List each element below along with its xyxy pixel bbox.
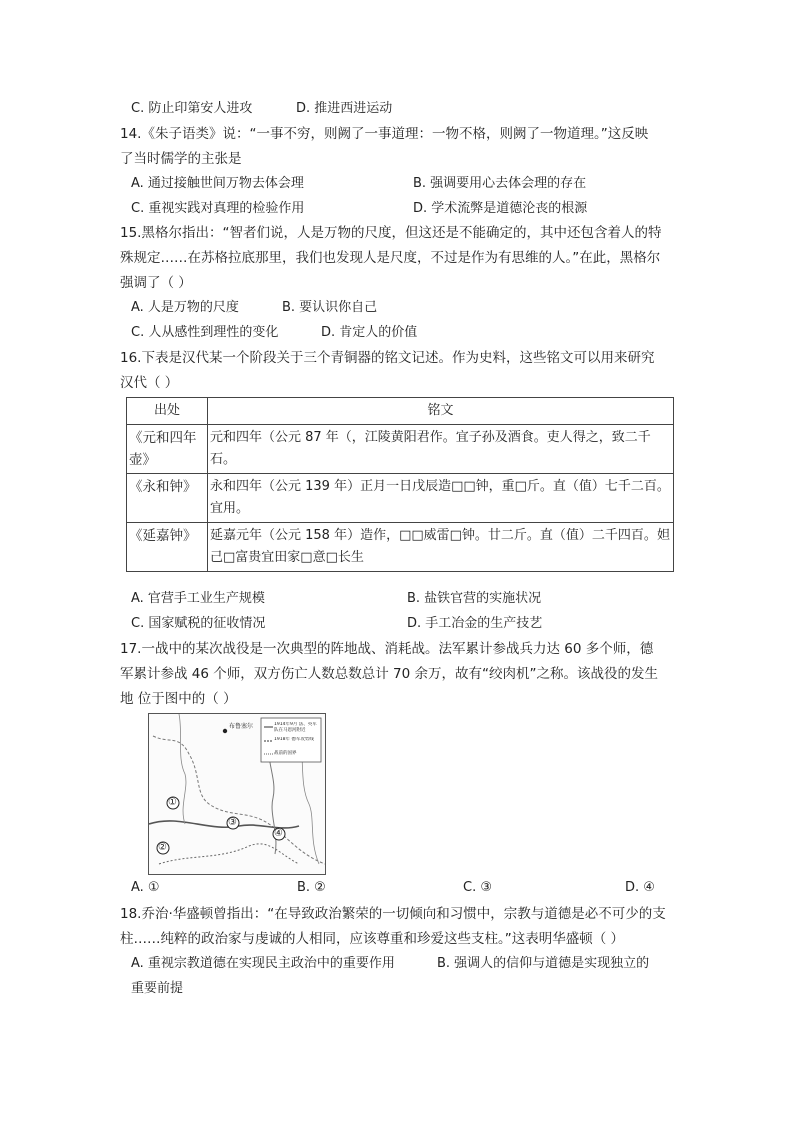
table-cell-source: 《元和四年壶》 [127, 425, 208, 474]
table-row [127, 523, 674, 572]
q17-stem-line2: 军累计参战 46 个师，双方伤亡人数总数总计 70 余万，故有“绞肉机”之称。该战役的发生 [120, 666, 659, 682]
q17-option-a: A. ① [131, 880, 160, 895]
table-header-row [127, 398, 674, 425]
inscription-table [126, 397, 674, 572]
q16-option-b: B. 盐铁官营的实施状况 [407, 591, 542, 606]
q17-stem-line1: 17.一战中的某次战役是一次典型的阵地战、消耗战。法军累计参战兵力达 60 多个师，德 [120, 641, 654, 657]
q15-option-a: A. 人是万物的尺度 [131, 300, 239, 315]
q16-option-a: A. 官营手工业生产规模 [131, 591, 265, 606]
map-marker-3: ③ [228, 817, 237, 828]
q15-option-d: D. 肯定人的价值 [321, 325, 418, 340]
q13-option-c: C. 防止印第安人进攻 [131, 101, 253, 116]
q13-option-d: D. 推进西进运动 [296, 101, 393, 116]
q15-stem-line2: 殊规定……在苏格拉底那里，我们也发现人是尺度，不过是作为有思维的人。”在此，黑格尔 [120, 250, 661, 266]
table-header-source: 出处 [127, 398, 208, 425]
q15-stem-line3: 强调了（ ） [120, 275, 192, 291]
table-row [127, 474, 674, 523]
table-header-inscription: 铭文 [208, 398, 674, 425]
q14-option-a: A. 通过接触世间万物去体会理 [131, 176, 304, 191]
q16-option-d: D. 手工冶金的生产技艺 [407, 616, 543, 631]
map-legend-item: 1918年 德军攻势线 [274, 737, 314, 742]
q14-option-d: D. 学术流弊是道德沦丧的根源 [413, 201, 588, 216]
western-front-map [148, 713, 326, 875]
table-cell-inscription: 永和四年（公元 139 年）正月一日戊辰造□□钟，重□斤。直（值）七千二百。宜用。 [208, 474, 674, 523]
q14-stem-line2: 了当时儒学的主张是 [120, 151, 242, 167]
map-marker-1: ① [168, 797, 177, 808]
q18-option-a: A. 重视宗教道德在实现民主政治中的重要作用 [131, 956, 395, 971]
table-cell-inscription: 延嘉元年（公元 158 年）造作，□□威雷□钟。廿二斤。直（值）二千四百。妲己□富贵宜田家□意□长生 [208, 523, 674, 572]
q14-stem-line1: 14.《朱子语类》说：“一事不穷，则阙了一事道理：一物不格，则阙了一物道理。”这反映 [120, 126, 649, 142]
table-cell-inscription: 元和四年（公元 87 年（，江陵黄阳君作。宜子孙及酒食。吏人得之，致二千石。 [208, 425, 674, 474]
map-marker-2: ② [158, 842, 167, 853]
q14-option-b: B. 强调要用心去体会理的存在 [413, 176, 587, 191]
table-cell-source: 《延嘉钟》 [127, 523, 208, 572]
q14-option-c: C. 重视实践对真理的检验作用 [131, 201, 305, 216]
q15-stem-line1: 15.黑格尔指出：“智者们说，人是万物的尺度，但这还是不能确定的，其中还包含着人的特 [120, 225, 662, 241]
map-legend-item: 战前的国界 [274, 751, 297, 756]
q18-option-b-continued: 重要前提 [131, 981, 184, 996]
q15-option-b: B. 要认识你自己 [282, 300, 378, 315]
q17-option-d: D. ④ [625, 880, 655, 895]
q18-option-b: B. 强调人的信仰与道德是实现独立的 [437, 956, 650, 971]
map-legend-item: 1914年9月 法、英军队在马恩河附近 [274, 722, 317, 733]
map-marker-4: ④ [274, 828, 283, 839]
table-cell-source: 《永和钟》 [127, 474, 208, 523]
q18-stem-line2: 柱……纯粹的政治家与虔诚的人相同，应该尊重和珍爱这些支柱。”这表明华盛顿（ ） [120, 931, 625, 947]
q18-stem-line1: 18.乔治·华盛顿曾指出：“在导致政治繁荣的一切倾向和习惯中，宗教与道德是必不可少的支 [120, 906, 666, 922]
q17-option-c: C. ③ [463, 880, 492, 895]
table-row [127, 425, 674, 474]
q15-option-c: C. 人从感性到理性的变化 [131, 325, 279, 340]
map-city-label: 布鲁塞尔 [229, 723, 254, 730]
q16-stem-line1: 16.下表是汉代某一个阶段关于三个青铜器的铭文记述。作为史料，这些铭文可以用来研究 [120, 350, 655, 366]
q16-stem-line2: 汉代（ ） [120, 375, 179, 391]
q17-option-b: B. ② [297, 880, 326, 895]
q17-stem-line3: 地 位于图中的（ ） [120, 691, 237, 707]
q16-option-c: C. 国家赋税的征收情况 [131, 616, 266, 631]
